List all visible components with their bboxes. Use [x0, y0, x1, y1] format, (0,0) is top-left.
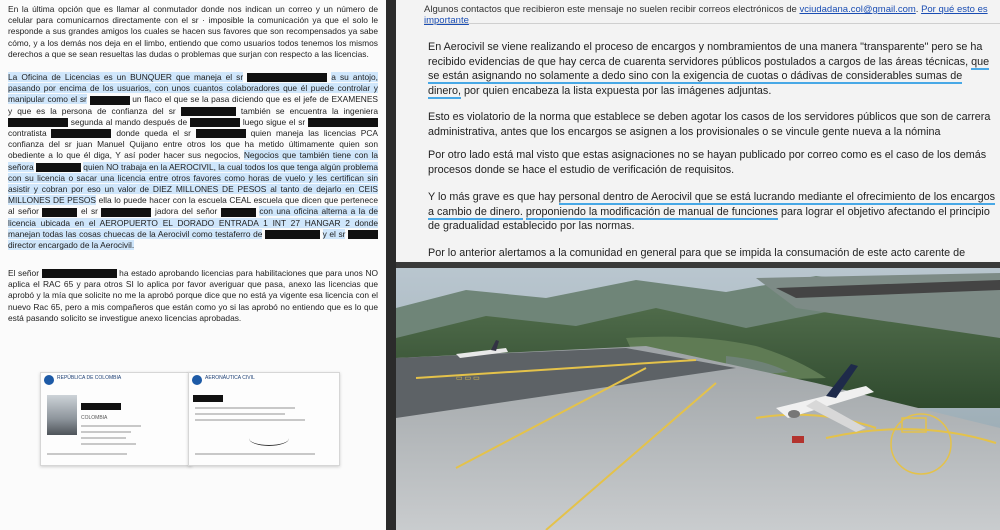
email-paragraph-3: Por otro lado está mal visto que estas asignaciones no se hayan publicado por correo como es el caso de los demás procesos donde se hace el estudio de verificación de requisitos. — [428, 149, 987, 176]
svg-text:▭ ▭ ▭: ▭ ▭ ▭ — [456, 375, 480, 382]
redaction-block — [190, 118, 240, 127]
redaction-block — [81, 403, 121, 410]
redaction-block — [36, 163, 81, 172]
email-paragraph-5: Por lo anterior alertamos a la comunidad en general para que se impida la consumación de este acto carente de — [428, 247, 966, 259]
redaction-block — [101, 208, 151, 217]
redaction-block — [348, 230, 378, 239]
redaction-block — [193, 395, 223, 402]
redaction-block — [90, 96, 130, 105]
redaction-block — [265, 230, 320, 239]
divider — [386, 0, 396, 530]
airport-aerial-photo — [396, 268, 1000, 530]
letter-paragraph-1: En la última opción que es llamar al conmutador donde nos indican un correo y un número de celular para comunicarnos directamente con el sr · imposible la comunicación ya que el solo le responde a sus grandes amigos los cuales se hacen sus favores que son recompensados ya sabe cómo, y a los demás nos deja en el limbo, entiendo que como usuarios todos tenemos los mismos derechos a que se sean resueltas las dudas o problemas que surjan con respecto a las licencias. — [8, 4, 378, 59]
letter-paragraph-3: El señor ha estado aprobando licencias para habilitaciones que para unos NO aplica el RAC 65 y para otros SI lo aplica por favor averiguar que pasa, anexo las licencias que aprobó y la mía que solicite no me la aprobó porque dice que no está ya vigente esa licencia con el nuevo Rac 65, pero a mis compañeros que están como yo si las aprobó no entiendo que es lo que está pasando solicito se investigue anexo licencias aprobadas. — [8, 268, 379, 323]
redaction-block — [181, 107, 236, 116]
redaction-block — [247, 73, 327, 82]
right-panel — [396, 0, 1000, 530]
redaction-block — [196, 129, 246, 138]
redaction-block — [51, 129, 111, 138]
airport-scene — [396, 268, 1000, 530]
card-header: REPÚBLICA DE COLOMBIA — [57, 375, 122, 381]
redaction-block — [221, 208, 256, 217]
redaction-block — [42, 208, 77, 217]
email-paragraph-2: Esto es violatorio de la norma que establece se deben agotar los casos de los servidores públicos que son de carrera administrativa, antes que los encargos se asignen a los provisionales o se vincule gente nueva a la nómina — [428, 111, 991, 138]
signature-mark — [249, 431, 289, 446]
redaction-block — [42, 269, 117, 278]
email-screenshot — [396, 0, 1000, 262]
license-card-1 — [40, 372, 192, 466]
license-cards — [0, 360, 386, 530]
email-paragraph-1: En Aerocivil se viene realizando el proceso de encargos y nombramientos de una manera "transparente" pero se ha recibido evidencias de que hay cerca de cuarenta servidores públicos postulados a cargos de las áreas técnicas, que se están asignando no solamente a dedo sino con la exigencia de cuotas o dádivas de considerables sumas de dinero, por quien encabeza la lista expuesta por las imágenes adjuntas. — [428, 41, 990, 97]
email-paragraph-4: Y lo más grave es que hay personal dentro de Aerocivil que se está lucrando mediante el ofrecimiento de los encargos a cambio de dinero. proponiendo la modificación de manual de funciones para lograr el objetivo afectando el principio de gradualidad establecido por las normas. — [428, 191, 995, 233]
license-card-2 — [188, 372, 340, 466]
redaction-block — [8, 118, 68, 127]
scanned-letter — [0, 0, 386, 530]
sender-email-link[interactable]: vciudadana.col@gmail.com — [799, 4, 916, 15]
card-header: AERONÁUTICA CIVIL — [205, 375, 255, 381]
id-photo — [47, 395, 77, 435]
redaction-block — [308, 118, 378, 127]
sender-warning-banner: Algunos contactos que recibieron este mensaje no suelen recibir correos electrónicos de vciudadana.col@gmail.com. Por qué esto es importante — [424, 4, 1000, 24]
why-important-link[interactable]: Por qué esto es importante — [424, 4, 988, 26]
card-country: COLOMBIA — [81, 415, 108, 421]
letter-paragraph-2: La Oficina de Licencias es un BUNQUER que maneja el sr a su antojo, pasando por encima de los usuarios, con unos cuantos colaboradores que él puede controlar y manipular como el sr un flaco el que se la pasa diciendo que es el jefe de EXAMENES y que es la persona de confianza del sr también se encuentra la ingeniera segunda al mando después de luego sigue el sr contratista donde queda el sr quien maneja las licencias PCA confianza del sr juan Manuel Quijano entre otros los que ha metido últimamente quien son obediente a lo que él diga, Y así poder hacer sus negocios, Negocios que también tiene con la señora quien NO trabaja en la AEROCIVIL, la cual todos los que tenga algún problema con su licencia o sacar una licencia entre otros favores como horas de vuelo y les certifican sin asistir y cobran por eso un valor de DIEZ MILLONES DE PESOS al tanto de dejarlo en CEIS MILLONES DE PESOS ella lo puede hacer con la escuela CEAL escuela que dicen que pertenece al señor el sr jadora del señor con una oficina alterna a la de licencia ubicada en el AEROPUERTO EL DORADO ENTRADA 1 INT 27 HANGAR 2 donde manejan todas las cosas chuecas de la Aerocivil como testaferro de y el sr director encargado de la Aerocivil. — [8, 72, 379, 251]
